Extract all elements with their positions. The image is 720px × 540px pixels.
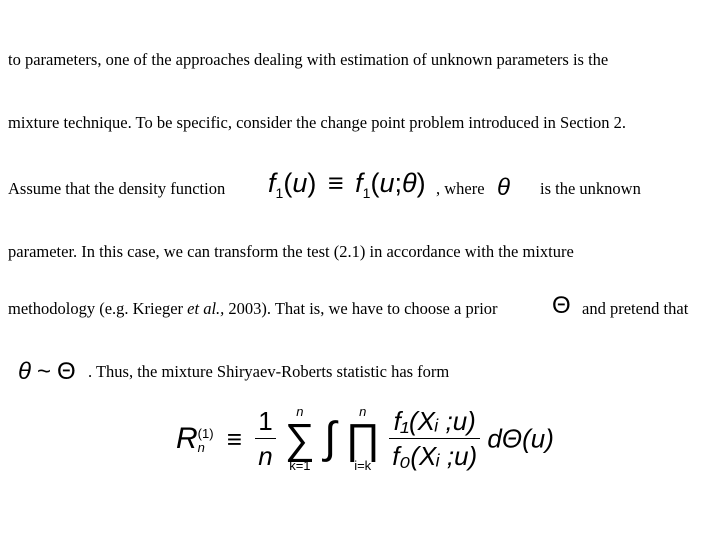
measure: dΘ(u) <box>487 423 554 454</box>
text-line-2: mixture technique. To be specific, consider the change point problem introduced in Section 2. <box>8 113 627 132</box>
density-equation: $f_1(u)$ ≡ $f_1(u;\theta)$ <box>268 168 426 201</box>
text-line-3b: , where <box>436 179 485 198</box>
theta-symbol: θ <box>497 174 511 201</box>
theta-sim-Theta: θ ~ Θ <box>18 358 76 385</box>
text-line-4: parameter. In this case, we can transform the test (2.1) in accordance with the mixture <box>8 242 574 261</box>
prior-symbol: Θ <box>552 292 571 319</box>
text-line-5: methodology (e.g. Krieger et al., 2003). That is, we have to choose a prior <box>8 299 498 318</box>
et-al: et al., <box>187 299 225 318</box>
one-over-n: $\frac{1}{n}$ <box>255 404 275 473</box>
text-line-1: to parameters, one of the approaches dealing with estimation of unknown parameters is the <box>8 50 609 69</box>
shiryaev-roberts-formula: R (1) n ≡ $\frac{1}{n}$ n ∑ k=1 ∫ n ∏ i=k $\frac{\text{f₁(Xᵢ ;u)}}{\text{f₀(Xᵢ ;u)}}$ dΘ(u) <box>176 403 554 473</box>
text-line-3c: is the unknown <box>540 179 641 198</box>
summation: n ∑ k=1 <box>284 403 315 473</box>
product: n ∏ i=k <box>345 403 380 473</box>
integral-sign: ∫ <box>324 413 337 463</box>
text-line-6: . Thus, the mixture Shiryaev-Roberts statistic has form <box>88 362 450 381</box>
likelihood-ratio: $\frac{\text{f₁(Xᵢ ;u)}}{\text{f₀(Xᵢ ;u)}}$ <box>389 404 480 473</box>
text-line-5c: and pretend that <box>582 299 689 318</box>
text-line-3a: Assume that the density function <box>8 179 226 198</box>
